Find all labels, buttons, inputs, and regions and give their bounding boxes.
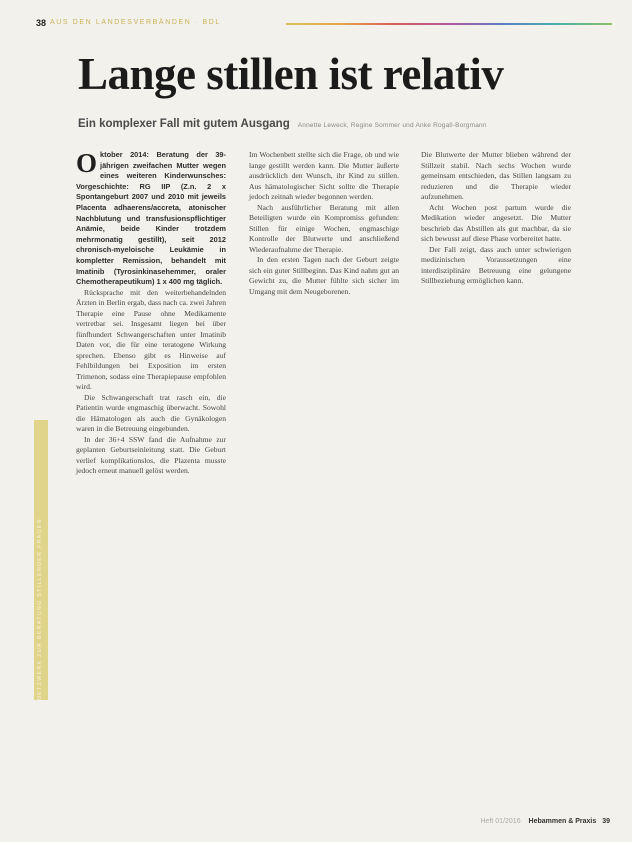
page-number: 38 — [36, 18, 47, 28]
header-color-bar — [286, 23, 612, 25]
intro-text: ktober 2014: Beratung der 39-jährigen zweifachen Mutter wegen eines weiteren Kinderwunsches: Vorgeschichte: RG IIP (Z.n. 2 x Spontangeburt 2007 und 2010 mit jeweils Placenta adhaerens/accreta, atonischer Nachblutung und transfusionspflichtiger Anämie, beide Kinder trotzdem mehrmonatig gestillt), seit 2012 chronisch-myeloische Leukämie in kompletter Remission, behandelt mit Imatinib (Tyrosinkinasehemmer, oraler Chemotherapeutikum) 1 x 400 mg täglich. — [76, 150, 226, 287]
drop-cap: O — [76, 148, 98, 178]
body-paragraph: In den ersten Tagen nach der Geburt zeigte sich ein guter Stillbeginn. Das Kind nahm gut an Gewicht zu, die Mutter fühlte sich sicher im Umgang mit dem Neugeborenen. — [249, 255, 399, 296]
footer-magazine: Hebammen & Praxis — [528, 818, 597, 825]
body-paragraph: Die Blutwerte der Mutter blieben während der Stillzeit stabil. Nach sechs Wochen wurde gemeinsam entschieden, das Stillen langsam zu reduzieren und die Therapie wieder aufzunehmen. — [421, 150, 571, 201]
body-paragraph: Acht Wochen post partum wurde die Medikation wieder angesetzt. Die Mutter beschrieb das Abstillen als gut machbar, da sie sich bewusst auf diese Phase vorbereitet hatte. — [421, 202, 571, 243]
article-subtitle: Ein komplexer Fall mit gutem Ausgang — [78, 118, 290, 130]
footer-page-number: 39 — [602, 818, 610, 825]
text-column-3 — [421, 150, 571, 287]
body-paragraph: Nach ausführlicher Beratung mit allen Beteiligten wurde ein Kompromiss gefunden: Stillen für einige Wochen, engmaschige Kontrolle der Blutwerte und anschließend Wiederaufnahme der Therapie. — [249, 202, 399, 254]
section-label: AUS DEN LANDESVERBÄNDEN · BDL — [50, 19, 221, 26]
page-footer — [481, 818, 611, 825]
article-subtitle-line — [78, 114, 598, 132]
body-paragraph: In der 36+4 SSW fand die Aufnahme zur geplanten Geburtseinleitung statt. Die Geburt verlief komplikationslos, die Plazenta musste jedoch erneut manuell gelöst werden. — [76, 434, 226, 476]
body-paragraph: Im Wochenbett stellte sich die Frage, ob und wie lange gestillt werden kann. Die Mutter äußerte ausdrücklich den Wunsch, ihr Kind zu stillen. Aus hämatologischer Sicht sollte die Therapie jedoch zeitnah wieder begonnen werden. — [249, 150, 399, 201]
article-title: Lange stillen ist relativ — [78, 49, 504, 99]
sidebar-vertical-text: NETZWERK ZUR BERATUNG STILLENDER FRAUEN — [37, 518, 43, 700]
body-paragraph: Rücksprache mit den weiterbehandelnden Ärzten in Berlin ergab, dass nach ca. zwei Jahren Therapie eine Pause ohne Medikamente vertretbar sei. Insgesamt liegen bei über fünfhundert Schwangerschaften unter Imatinib Daten vor, die für eine teratogene Wirkung sprechen. Ebenso gibt es Hinweise auf Fehlbildungen bei Exposition im ersten Trimenon, sodass eine Therapiepause empfohlen wird. — [76, 287, 226, 392]
text-column-1 — [76, 150, 226, 477]
intro-paragraph — [76, 150, 226, 288]
article-authors: Annette Leweck, Regine Sommer und Anke Rogall-Borgmann — [297, 122, 487, 129]
page-header — [36, 18, 612, 30]
body-paragraph: Der Fall zeigt, dass auch unter schwierigen medizinischen Voraussetzungen eine interdisziplinäre Betreuung eine gelungene Stillbeziehung ermöglichen kann. — [421, 244, 571, 285]
text-column-2 — [249, 150, 399, 297]
footer-issue: Heft 01/2016 — [480, 818, 521, 825]
body-paragraph: Die Schwangerschaft trat rasch ein, die Patientin wurde engmaschig überwacht. Sowohl die Hämatologen als auch die Gynäkologen waren in die Betreuung eingebunden. — [76, 392, 226, 434]
